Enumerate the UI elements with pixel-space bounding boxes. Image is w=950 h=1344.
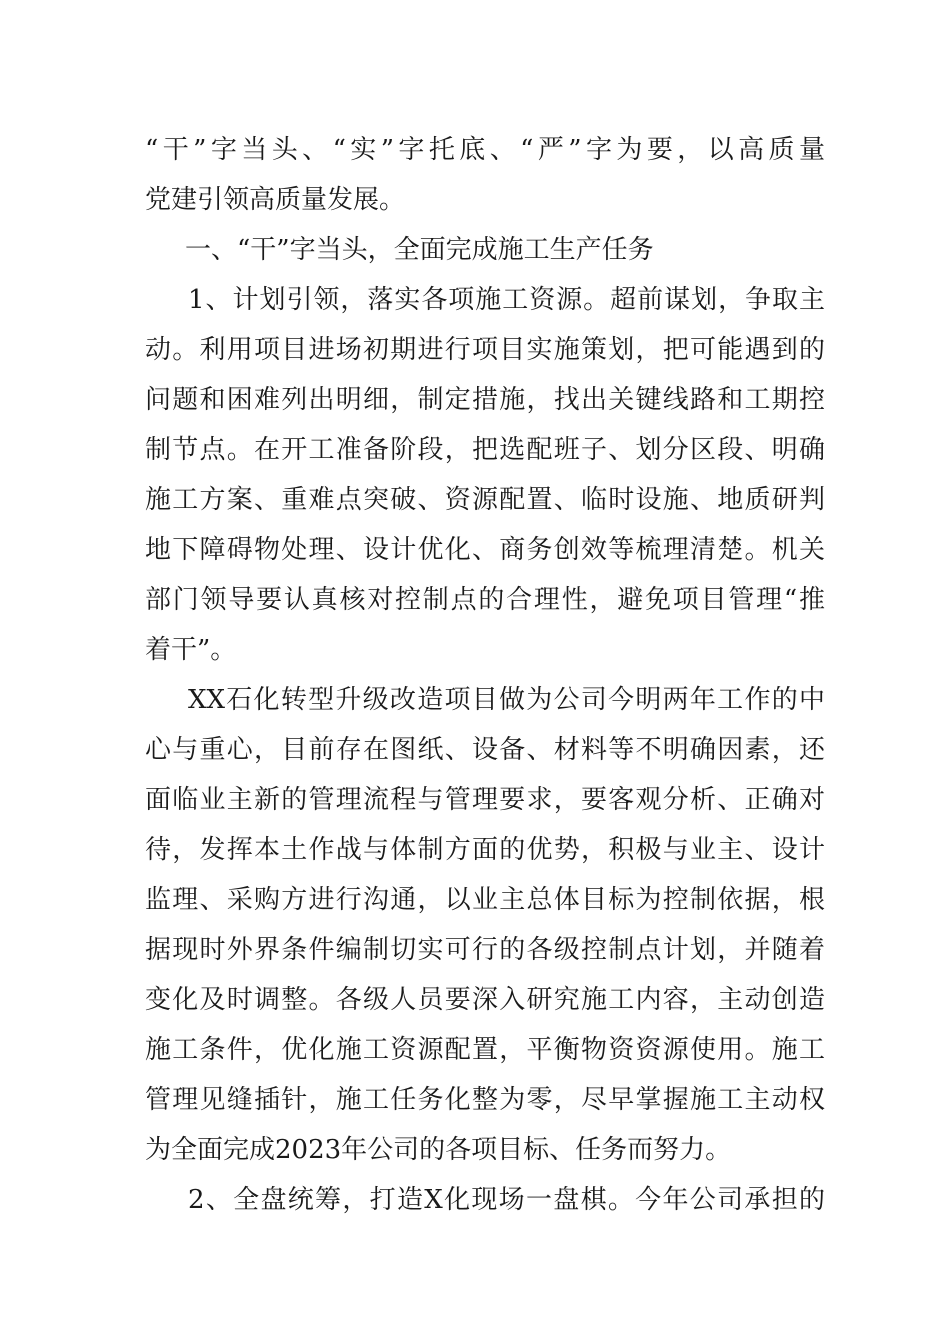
text-line-2: 党建引领高质量发展。 — [145, 185, 406, 215]
text-line-14: 面临业主新的管理流程与管理要求，要客观分析、正确对 — [145, 785, 825, 815]
text-line-21: 为全面完成2023年公司的各项目标、任务而努力。 — [145, 1135, 732, 1165]
text-line-6: 问题和困难列出明细，制定措施，找出关键线路和工期控 — [145, 385, 825, 415]
text-line-7: 制节点。在开工准备阶段，把选配班子、划分区段、明确 — [145, 435, 825, 465]
text-line-19: 施工条件，优化施工资源配置，平衡物资资源使用。施工 — [145, 1035, 825, 1065]
text-line-16: 监理、采购方进行沟通，以业主总体目标为控制依据，根 — [145, 885, 825, 915]
text-line-18: 变化及时调整。各级人员要深入研究施工内容，主动创造 — [145, 985, 825, 1015]
text-line-1: “干”字当头、“实”字托底、“严”字为要，以高质量 — [145, 135, 825, 165]
text-line-20: 管理见缝插针，施工任务化整为零，尽早掌握施工主动权 — [145, 1085, 825, 1115]
text-line-12: XX石化转型升级改造项目做为公司今明两年工作的中 — [188, 685, 825, 715]
text-line-15: 待，发挥本土作战与体制方面的优势，积极与业主、设计 — [145, 835, 825, 865]
text-line-4: 1、计划引领，落实各项施工资源。超前谋划，争取主 — [188, 285, 825, 315]
text-line-22: 2、全盘统筹，打造X化现场一盘棋。今年公司承担的 — [188, 1185, 825, 1215]
text-line-17: 据现时外界条件编制切实可行的各级控制点计划，并随着 — [145, 935, 825, 965]
text-line-13: 心与重心，目前存在图纸、设备、材料等不明确因素，还 — [145, 735, 825, 765]
text-line-10: 部门领导要认真核对控制点的合理性，避免项目管理“推 — [145, 585, 825, 615]
text-line-9: 地下障碍物处理、设计优化、商务创效等梳理清楚。机关 — [145, 535, 825, 565]
text-line-11: 着干”。 — [145, 635, 237, 665]
text-line-8: 施工方案、重难点突破、资源配置、临时设施、地质研判 — [145, 485, 825, 515]
text-line-5: 动。利用项目进场初期进行项目实施策划，把可能遇到的 — [145, 335, 825, 365]
section-heading: 一、“干”字当头，全面完成施工生产任务 — [185, 235, 654, 265]
